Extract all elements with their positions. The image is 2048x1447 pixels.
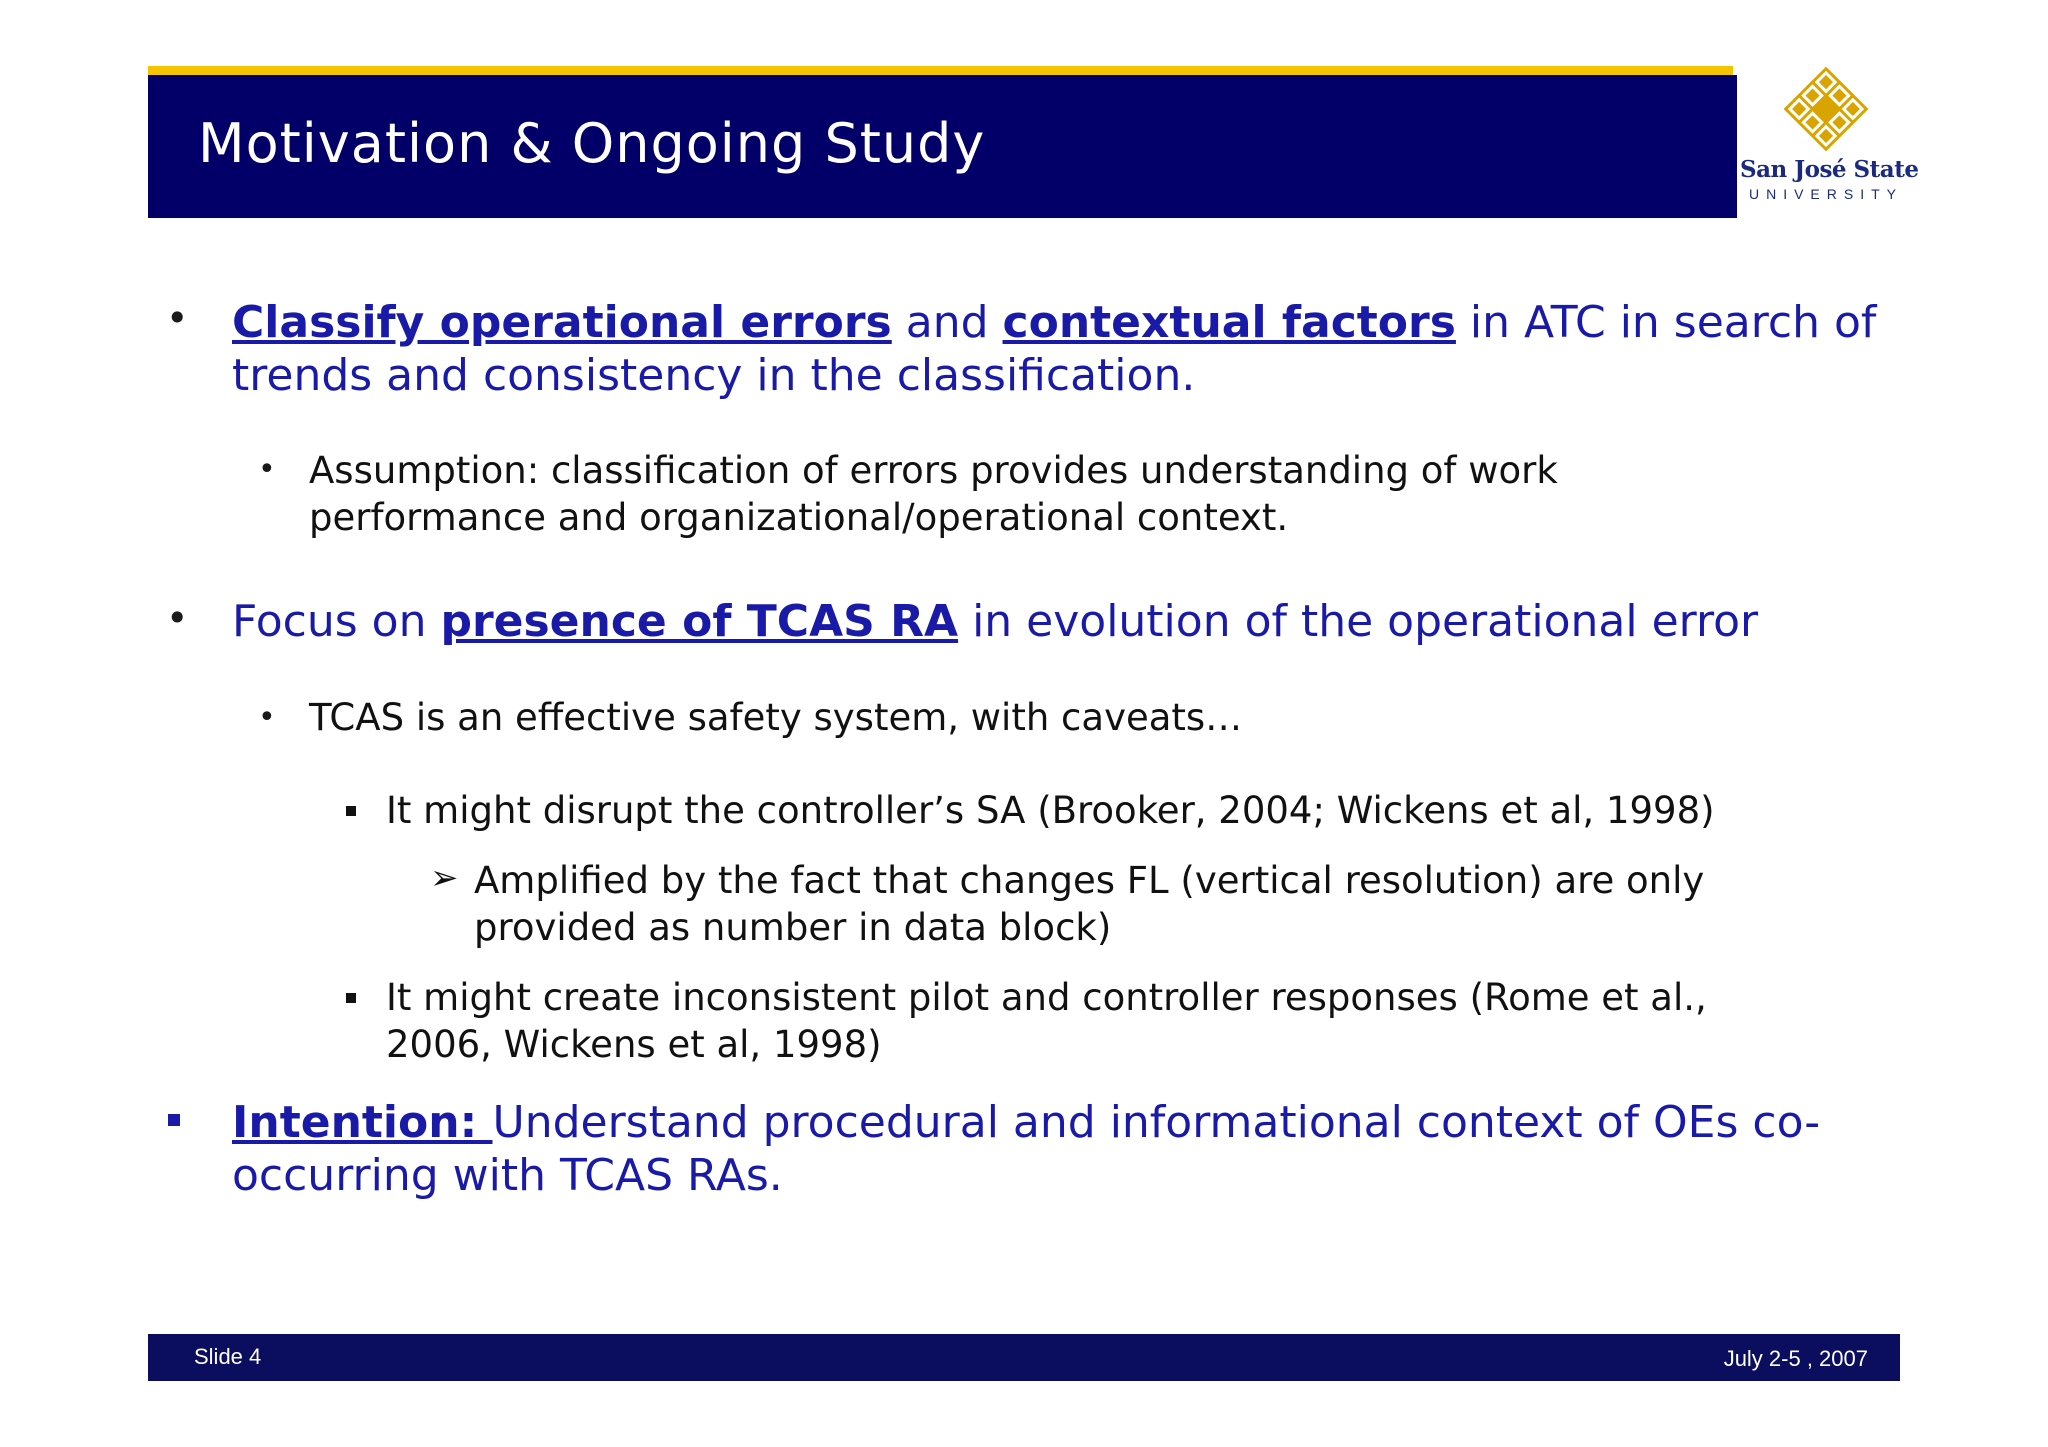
footer-bar [148,1334,1900,1381]
header-gold-rule [148,66,1733,75]
sub-bullet-dot-icon: • [258,700,276,735]
bullet-3-strong: Intention: [232,1097,493,1148]
sjsu-diamond-seal-icon [1740,64,1912,154]
bullet-1-text-2: in ATC in search of [1455,297,1877,348]
sub-bullet-dot-icon: • [258,452,276,487]
bullet-2-sub-line-1: TCAS is an effective safety system, with caveats… [309,696,1243,739]
bullet-dot-icon: • [166,296,189,340]
slide-title: Motivation & Ongoing Study [198,112,986,175]
footer-date: July 2-5 , 2007 [1723,1346,1868,1371]
bullet-2-subsub-2-line-1: It might create inconsistent pilot and controller responses (Rome et al., [386,976,1707,1019]
bullet-2-strong: presence of TCAS RA [440,596,959,647]
square-bullet-icon [346,993,356,1003]
bullet-1-line-2: trends and consistency in the classification. [232,350,1196,401]
bullet-3-text-1: Understand procedural and informational context of OEs co- [492,1097,1821,1148]
square-bullet-icon [346,806,356,816]
bullet-1-text-1: and [891,297,1003,348]
university-logo [1740,64,1919,214]
slide-number: Slide 4 [194,1344,262,1369]
bullet-1-strong-2: contextual factors [1002,297,1456,348]
bullet-3-line-1 [232,1096,1820,1149]
bullet-dot-icon: • [166,596,189,640]
bullet-3-line-2: occurring with TCAS RAs. [232,1150,783,1201]
bullet-2-subsub-2-line-2: 2006, Wickens et al, 1998) [386,1023,882,1066]
bullet-1-sub-line-1: Assumption: classification of errors provides understanding of work [309,449,1558,492]
square-bullet-icon [168,1114,180,1126]
bullet-2-line-1 [232,595,1758,648]
logo-name: San José State [1740,156,1919,183]
bullet-2-subsub-1-line-1: It might disrupt the controller’s SA (Brooker, 2004; Wickens et al, 1998) [386,789,1715,832]
bullet-2-text-2: in evolution of the operational error [958,596,1759,647]
arrow-item-line-2: provided as number in data block) [474,906,1112,949]
bullet-2-text-1: Focus on [232,596,441,647]
bullet-1-strong-1: Classify operational errors [232,297,892,348]
arrow-item-line-1: Amplified by the fact that changes FL (vertical resolution) are only [474,859,1705,902]
bullet-1-sub-line-2: performance and organizational/operational context. [309,496,1289,539]
bullet-1-line-1 [232,296,1876,349]
logo-subtitle: UNIVERSITY [1748,186,1903,202]
arrow-bullet-icon: ➢ [430,858,459,898]
